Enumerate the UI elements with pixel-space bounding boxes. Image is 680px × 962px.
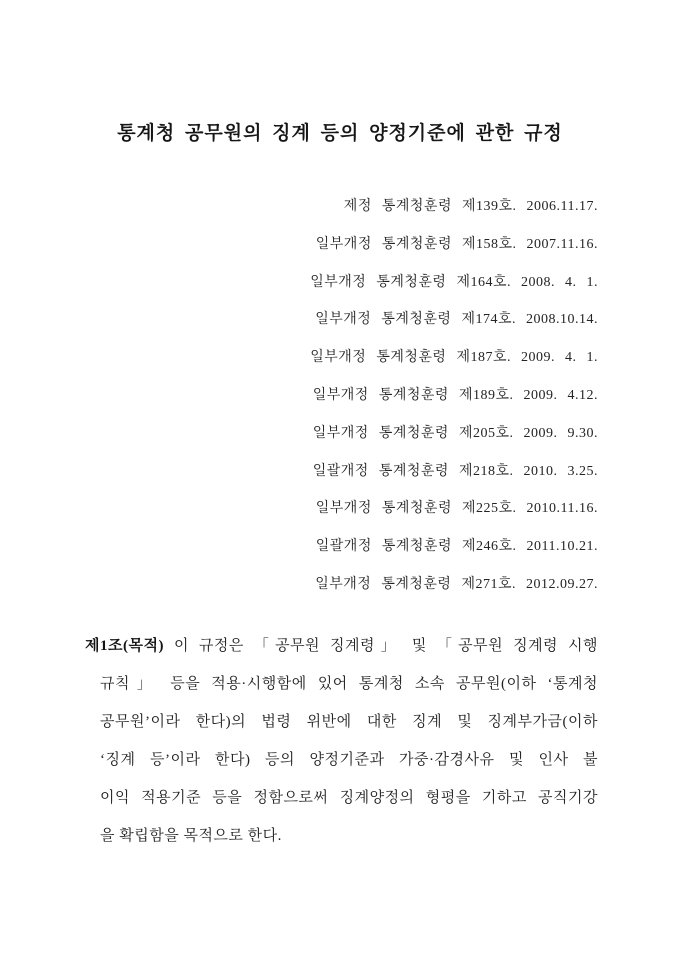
article-line: 이익 적용기준 등을 정함으로써 징계양정의 형평을 기하고 공직기강 <box>100 790 598 806</box>
article-heading: 제1조(목적) <box>85 638 164 654</box>
article-first-line-text: 이 규정은 「공무원 징계령」 및 「공무원 징계령 시행 <box>173 638 599 654</box>
article-line: ‘징계 등’이라 한다) 등의 양정기준과 가중·감경사유 및 인사 불 <box>100 752 598 768</box>
history-line: 일부개정 통계청훈령 제205호. 2009. 9.30. <box>312 425 598 441</box>
history-line: 일부개정 통계청훈령 제164호. 2008. 4. 1. <box>310 274 598 290</box>
history-line: 제정 통계청훈령 제139호. 2006.11.17. <box>343 199 598 214</box>
history-line: 일부개정 통계청훈령 제158호. 2007.11.16. <box>315 236 598 252</box>
article-line: 공무원’이라 한다)의 법령 위반에 대한 징계 및 징계부가금(이하 <box>100 714 598 730</box>
history-line: 일부개정 통계청훈령 제187호. 2009. 4. 1. <box>310 350 598 366</box>
history-line: 일부개정 통계청훈령 제225호. 2010.11.16. <box>315 501 598 517</box>
revision-history <box>0 188 598 604</box>
article-1-paragraph <box>0 627 680 855</box>
history-line: 일부개정 통계청훈령 제271호. 2012.09.27. <box>315 576 598 592</box>
document-title: 통계청 공무원의 징계 등의 양정기준에 관한 규정 <box>117 122 563 144</box>
article-line <box>85 627 599 665</box>
history-line: 일괄개정 통계청훈령 제218호. 2010. 3.25. <box>312 463 598 479</box>
history-line: 일부개정 통계청훈령 제174호. 2008.10.14. <box>315 312 598 328</box>
history-line: 일부개정 통계청훈령 제189호. 2009. 4.12. <box>312 387 598 403</box>
article-line: 을 확립함을 목적으로 한다. <box>100 828 282 844</box>
history-line: 일괄개정 통계청훈령 제246호. 2011.10.21. <box>315 539 598 555</box>
article-line: 규칙」 등을 적용·시행함에 있어 통계청 소속 공무원(이하 ‘통계청 <box>100 676 598 692</box>
